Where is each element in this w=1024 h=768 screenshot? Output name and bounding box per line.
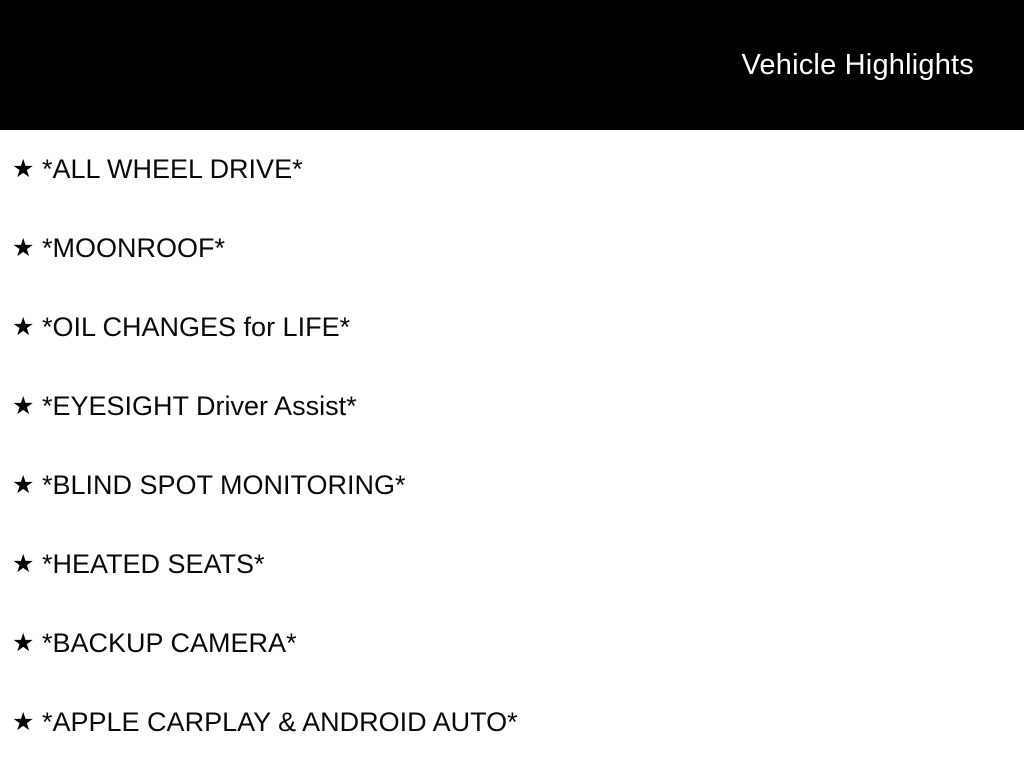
list-item [0, 547, 1024, 626]
star-icon: ★ [12, 392, 35, 420]
list-item [0, 389, 1024, 468]
list-item [0, 152, 1024, 231]
highlights-list [0, 130, 1024, 768]
list-item-label: *MOONROOF* [42, 233, 226, 263]
star-icon: ★ [12, 471, 35, 499]
list-item-label: *BLIND SPOT MONITORING* [42, 470, 406, 500]
list-item [0, 626, 1024, 705]
star-icon: ★ [12, 155, 35, 183]
star-icon: ★ [12, 550, 35, 578]
star-icon: ★ [12, 234, 35, 262]
star-icon: ★ [12, 313, 35, 341]
list-item [0, 468, 1024, 547]
list-item [0, 705, 1024, 768]
page-title: Vehicle Highlights [741, 48, 974, 81]
list-item [0, 310, 1024, 389]
star-icon: ★ [12, 629, 35, 657]
list-item-label: *APPLE CARPLAY & ANDROID AUTO* [42, 707, 518, 737]
list-item-label: *BACKUP CAMERA* [42, 628, 297, 658]
list-item-label: *OIL CHANGES for LIFE* [42, 312, 351, 342]
star-icon: ★ [12, 708, 35, 736]
header-bar [0, 0, 1024, 130]
list-item [0, 231, 1024, 310]
list-item-label: *HEATED SEATS* [42, 549, 265, 579]
list-item-label: *ALL WHEEL DRIVE* [42, 154, 303, 184]
list-item-label: *EYESIGHT Driver Assist* [42, 391, 357, 421]
